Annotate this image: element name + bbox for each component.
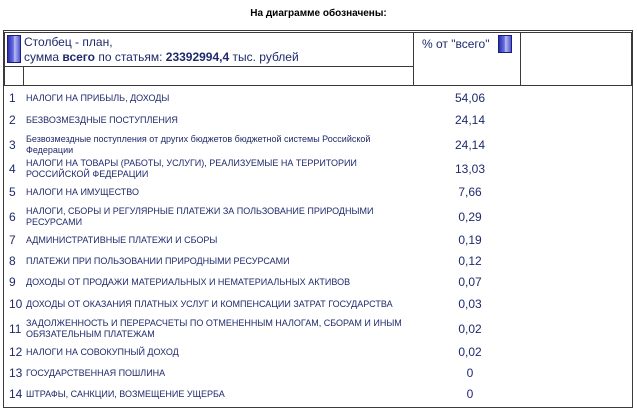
table-row — [0, 318, 637, 340]
row-percent-value: 0,07 — [458, 275, 482, 289]
row-name: ДОХОДЫ ОТ ОКАЗАНИЯ ПЛАТНЫХ УСЛУГ И КОМПЕНСАЦИИ ЗАТРАТ ГОСУДАРСТВА — [26, 299, 393, 309]
row-percent-value: 0 — [466, 366, 474, 380]
legend-title: На диаграмме обозначены: — [250, 8, 387, 19]
percent-color-swatch-icon — [498, 35, 512, 53]
row-number: 7 — [9, 233, 16, 247]
table-row — [0, 158, 637, 180]
row-percent-value: 24,14 — [454, 113, 486, 127]
row-number: 10 — [9, 297, 23, 311]
row-number: 3 — [9, 138, 16, 152]
header-empty-cell — [521, 32, 632, 86]
row-percent-value: 0,03 — [458, 297, 482, 311]
table-row — [0, 297, 637, 311]
row-number: 1 — [9, 91, 16, 105]
row-number: 11 — [9, 322, 22, 336]
row-name: ЗАДОЛЖЕННОСТЬ И ПЕРЕРАСЧЕТЫ ПО ОТМЕНЕННЫМ НАЛОГАМ, СБОРАМ И ИНЫМ ОБЯЗАТЕЛЬНЫМ ПЛАТЕЖАМ — [26, 318, 402, 339]
row-percent-value: 0,02 — [458, 322, 482, 336]
row-name: НАЛОГИ НА ПРИБЫЛЬ, ДОХОДЫ — [26, 93, 170, 103]
row-number: 14 — [9, 387, 23, 401]
row-name: Безвозмездные поступления от других бюджетов бюджетной системы Российской Федерации — [26, 134, 371, 155]
row-percent-value: 24,14 — [454, 138, 486, 152]
row-name: НАЛОГИ НА ИМУЩЕСТВО — [26, 187, 139, 197]
row-number: 12 — [9, 345, 23, 359]
row-number: 4 — [9, 162, 16, 176]
header-line1: Столбец - план, — [24, 35, 113, 49]
row-number: 13 — [9, 366, 23, 380]
row-percent-value: 54,06 — [454, 91, 486, 105]
header-subcell-left — [4, 66, 24, 86]
table-row — [0, 345, 637, 359]
table-row — [0, 233, 637, 247]
row-name: ШТРАФЫ, САНКЦИИ, ВОЗМЕЩЕНИЕ УЩЕРБА — [26, 389, 225, 399]
table-row — [0, 185, 637, 199]
table-row — [0, 134, 637, 156]
header-line2: сумма всего по статьям: 23392994,4 тыс. рублей — [24, 50, 299, 64]
row-name: НАЛОГИ НА СОВОКУПНЫЙ ДОХОД — [26, 347, 179, 357]
row-number: 2 — [9, 113, 16, 127]
table-row — [0, 275, 637, 289]
row-percent-value: 7,66 — [458, 185, 482, 199]
header-total-amount: 23392994,4 — [165, 50, 230, 64]
row-number: 8 — [9, 254, 16, 268]
row-number: 5 — [9, 185, 16, 199]
table-row — [0, 387, 637, 401]
row-name: НАЛОГИ, СБОРЫ И РЕГУЛЯРНЫЕ ПЛАТЕЖИ ЗА ПОЛЬЗОВАНИЕ ПРИРОДНЫМИ РЕСУРСАМИ — [26, 206, 374, 227]
row-name: АДМИНИСТРАТИВНЫЕ ПЛАТЕЖИ И СБОРЫ — [26, 235, 218, 245]
table-row — [0, 91, 637, 105]
row-name: БЕЗВОЗМЕЗДНЫЕ ПОСТУПЛЕНИЯ — [26, 115, 178, 125]
row-percent-value: 13,03 — [454, 162, 486, 176]
row-percent-value: 0,02 — [458, 345, 482, 359]
table-row — [0, 113, 637, 127]
header-subcell-right — [23, 66, 414, 86]
row-percent-value: 0,19 — [458, 233, 482, 247]
row-number: 9 — [9, 275, 16, 289]
row-number: 6 — [9, 210, 16, 224]
table-row — [0, 254, 637, 268]
row-percent-value: 0 — [466, 387, 474, 401]
row-name: ГОСУДАРСТВЕННАЯ ПОШЛИНА — [26, 368, 166, 378]
row-percent-value: 0,12 — [458, 254, 482, 268]
row-name: НАЛОГИ НА ТОВАРЫ (РАБОТЫ, УСЛУГИ), РЕАЛИЗУЕМЫЕ НА ТЕРРИТОРИИ РОССИЙСКОЙ ФЕДЕРАЦИИ — [26, 158, 357, 179]
row-name: ДОХОДЫ ОТ ПРОДАЖИ МАТЕРИАЛЬНЫХ И НЕМАТЕРИАЛЬНЫХ АКТИВОВ — [26, 277, 351, 287]
plan-color-swatch-icon — [7, 35, 21, 63]
header-plan-label — [24, 35, 299, 65]
row-percent-value: 0,29 — [458, 210, 482, 224]
row-name: ПЛАТЕЖИ ПРИ ПОЛЬЗОВАНИИ ПРИРОДНЫМИ РЕСУРСАМИ — [26, 256, 290, 266]
table-row — [0, 366, 637, 380]
header-percent-label: % от "всего" — [422, 37, 490, 51]
table-row — [0, 206, 637, 228]
